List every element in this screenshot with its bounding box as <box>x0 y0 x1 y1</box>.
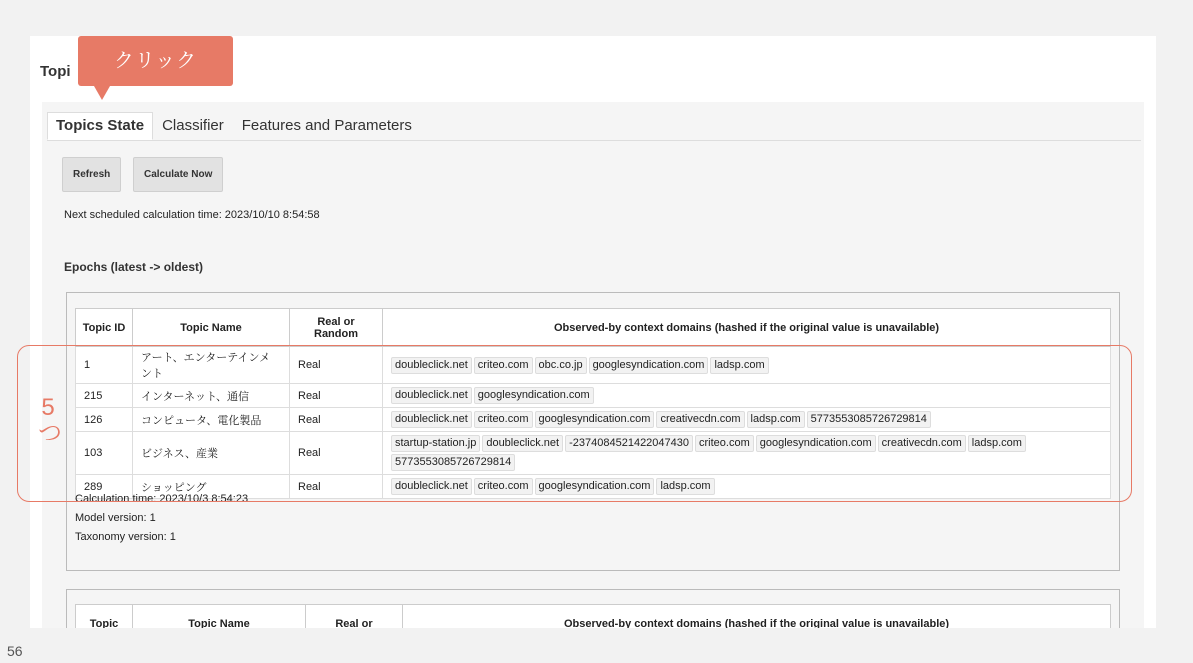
count-suffix: つ <box>38 420 62 447</box>
domain-chip: googlesyndication.com <box>756 435 876 452</box>
topic-id-cell: 1 <box>76 347 133 384</box>
tab-features-and-parameters[interactable]: Features and Parameters <box>241 117 412 134</box>
table-row <box>76 432 1111 475</box>
domain-chip: 5773553085726729814 <box>807 411 931 428</box>
column-header: Observed-by context domains (hashed if the original value is unavailable) <box>403 605 1111 629</box>
topics-table <box>75 308 1111 499</box>
domains-cell <box>383 432 1111 475</box>
click-callout: クリック <box>78 36 233 86</box>
epochs-heading: Epochs (latest -> oldest) <box>64 260 204 274</box>
domain-chip: criteo.com <box>474 357 533 374</box>
domains-cell <box>383 408 1111 432</box>
topic-name-cell: ショッピング <box>133 475 290 499</box>
page-title: Topi <box>40 63 71 80</box>
epoch-box <box>66 292 1120 571</box>
table-row <box>76 408 1111 432</box>
topic-id-cell: 126 <box>76 408 133 432</box>
column-header: Real or Random <box>290 309 383 347</box>
callout-pointer <box>94 86 110 100</box>
topic-id-cell: 215 <box>76 384 133 408</box>
topic-id-cell: 289 <box>76 475 133 499</box>
domain-chip: googlesyndication.com <box>589 357 709 374</box>
real-or-random-cell: Real <box>290 408 383 432</box>
next-scheduled-time: Next scheduled calculation time: 2023/10/10 8:54:58 <box>64 209 320 221</box>
domain-chip: doubleclick.net <box>391 357 472 374</box>
domain-chip: doubleclick.net <box>391 411 472 428</box>
table-row <box>76 347 1111 384</box>
topic-name-cell: インターネット、通信 <box>133 384 290 408</box>
count-annotation <box>38 394 62 447</box>
tab-divider <box>47 140 1141 141</box>
domains-cell <box>383 347 1111 384</box>
domain-chip: criteo.com <box>474 411 533 428</box>
domain-chip: googlesyndication.com <box>535 411 655 428</box>
domain-chip: 5773553085726729814 <box>391 454 515 471</box>
column-header: Topic Name <box>133 309 290 347</box>
real-or-random-cell: Real <box>290 475 383 499</box>
domain-chip: criteo.com <box>695 435 754 452</box>
topic-name-cell: ビジネス、産業 <box>133 432 290 475</box>
domain-chip: ladsp.com <box>656 478 714 495</box>
calculate-now-button[interactable]: Calculate Now <box>133 157 223 192</box>
domain-chip: ladsp.com <box>747 411 805 428</box>
domain-chip: doubleclick.net <box>482 435 563 452</box>
count-digit: 5 <box>41 394 55 421</box>
real-or-random-cell: Real <box>290 384 383 408</box>
internals-panel <box>42 102 1144 628</box>
domain-chip: doubleclick.net <box>391 387 472 404</box>
column-header: Real or <box>306 605 403 629</box>
tab-bar <box>47 114 421 140</box>
domain-chip: ladsp.com <box>968 435 1026 452</box>
tab-topics-state[interactable]: Topics State <box>47 112 153 140</box>
calculation-time: Calculation time: 2023/10/3 8:54:23 <box>75 493 249 505</box>
domains-cell <box>383 384 1111 408</box>
domain-chip: googlesyndication.com <box>474 387 594 404</box>
domain-chip: creativecdn.com <box>656 411 744 428</box>
domain-chip: startup-station.jp <box>391 435 480 452</box>
real-or-random-cell: Real <box>290 347 383 384</box>
epoch-box <box>66 589 1120 628</box>
column-header: Observed-by context domains (hashed if the original value is unavailable) <box>383 309 1111 347</box>
refresh-button[interactable]: Refresh <box>62 157 121 192</box>
taxonomy-version: Taxonomy version: 1 <box>75 531 176 543</box>
topic-name-cell: アート、エンターテインメント <box>133 347 290 384</box>
domain-chip: googlesyndication.com <box>535 478 655 495</box>
real-or-random-cell: Real <box>290 432 383 475</box>
topic-name-cell: コンピュータ、電化製品 <box>133 408 290 432</box>
domain-chip: creativecdn.com <box>878 435 966 452</box>
topic-id-cell: 103 <box>76 432 133 475</box>
model-version: Model version: 1 <box>75 512 156 524</box>
column-header: Topic ID <box>76 309 133 347</box>
table-row <box>76 384 1111 408</box>
topics-table <box>75 604 1111 628</box>
domain-chip: doubleclick.net <box>391 478 472 495</box>
domain-chip: ladsp.com <box>710 357 768 374</box>
domain-chip: -2374084521422047430 <box>565 435 693 452</box>
column-header: Topic Name <box>133 605 306 629</box>
page-number: 56 <box>7 643 23 659</box>
tab-classifier[interactable]: Classifier <box>162 117 224 134</box>
domain-chip: criteo.com <box>474 478 533 495</box>
column-header: Topic <box>76 605 133 629</box>
slide <box>30 36 1156 628</box>
domain-chip: obc.co.jp <box>535 357 587 374</box>
domains-cell <box>383 475 1111 499</box>
